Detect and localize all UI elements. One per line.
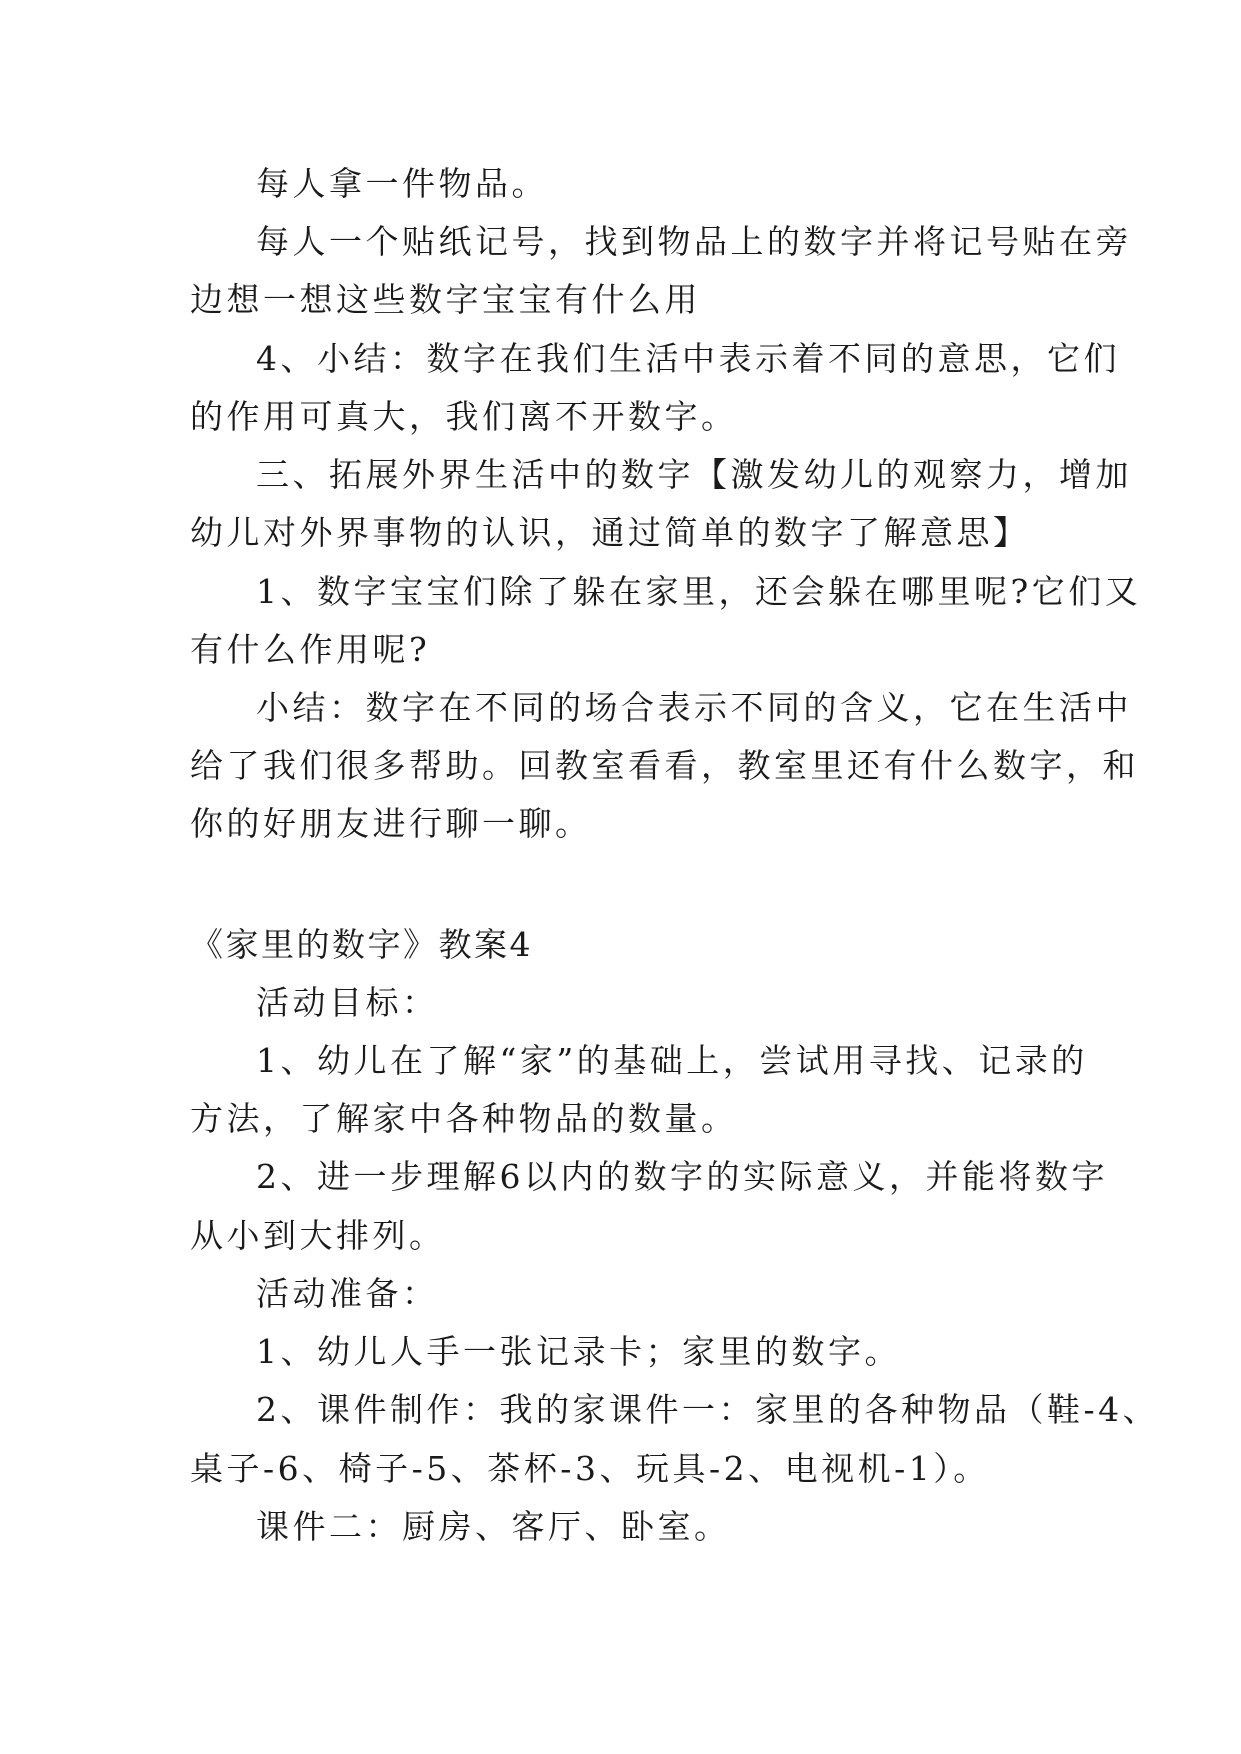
- paragraph-line: 小结：数字在不同的场合表示不同的含义，它在生活中: [256, 688, 1132, 727]
- paragraph-line: 有什么作用呢?: [190, 630, 431, 669]
- section-heading: 《家里的数字》教案4: [190, 925, 533, 964]
- paragraph-line: 2、进一步理解6以内的数字的实际意义，并能将数字: [256, 1157, 1108, 1196]
- paragraph-line: 2、课件制作：我的家课件一：家里的各种物品（鞋-4、: [256, 1390, 1160, 1429]
- paragraph-line: 边想一想这些数字宝宝有什么用: [190, 280, 701, 319]
- paragraph-line: 的作用可真大，我们离不开数字。: [190, 397, 738, 436]
- paragraph-line: 每人拿一件物品。: [256, 164, 548, 203]
- paragraph-line: 4、小结：数字在我们生活中表示着不同的意思，它们: [256, 339, 1120, 378]
- paragraph-line: 1、幼儿在了解“家”的基础上，尝试用寻找、记录的: [256, 1041, 1088, 1080]
- paragraph-line: 活动目标：: [256, 983, 439, 1022]
- paragraph-line: 从小到大排列。: [190, 1216, 446, 1255]
- paragraph-line: 课件二：厨房、客厅、卧室。: [256, 1507, 731, 1546]
- paragraph-line: 桌子-6、椅子-5、茶杯-3、玩具-2、电视机-1）。: [190, 1449, 990, 1488]
- paragraph-line: 活动准备：: [256, 1274, 439, 1313]
- paragraph-line: 方法，了解家中各种物品的数量。: [190, 1099, 738, 1138]
- paragraph-line: 幼儿对外界事物的认识，通过简单的数字了解意思】: [190, 513, 1030, 552]
- paragraph-line: 1、数字宝宝们除了躲在家里，还会躲在哪里呢?它们又: [256, 572, 1142, 611]
- paragraph-line: 1、幼儿人手一张记录卡；家里的数字。: [256, 1332, 901, 1371]
- paragraph-line: 每人一个贴纸记号，找到物品上的数字并将记号贴在旁: [256, 222, 1132, 261]
- paragraph-line: 给了我们很多帮助。回教室看看，教室里还有什么数字，和: [190, 746, 1139, 785]
- paragraph-line: 三、拓展外界生活中的数字【激发幼儿的观察力，增加: [256, 455, 1132, 494]
- paragraph-line: 你的好朋友进行聊一聊。: [190, 804, 592, 843]
